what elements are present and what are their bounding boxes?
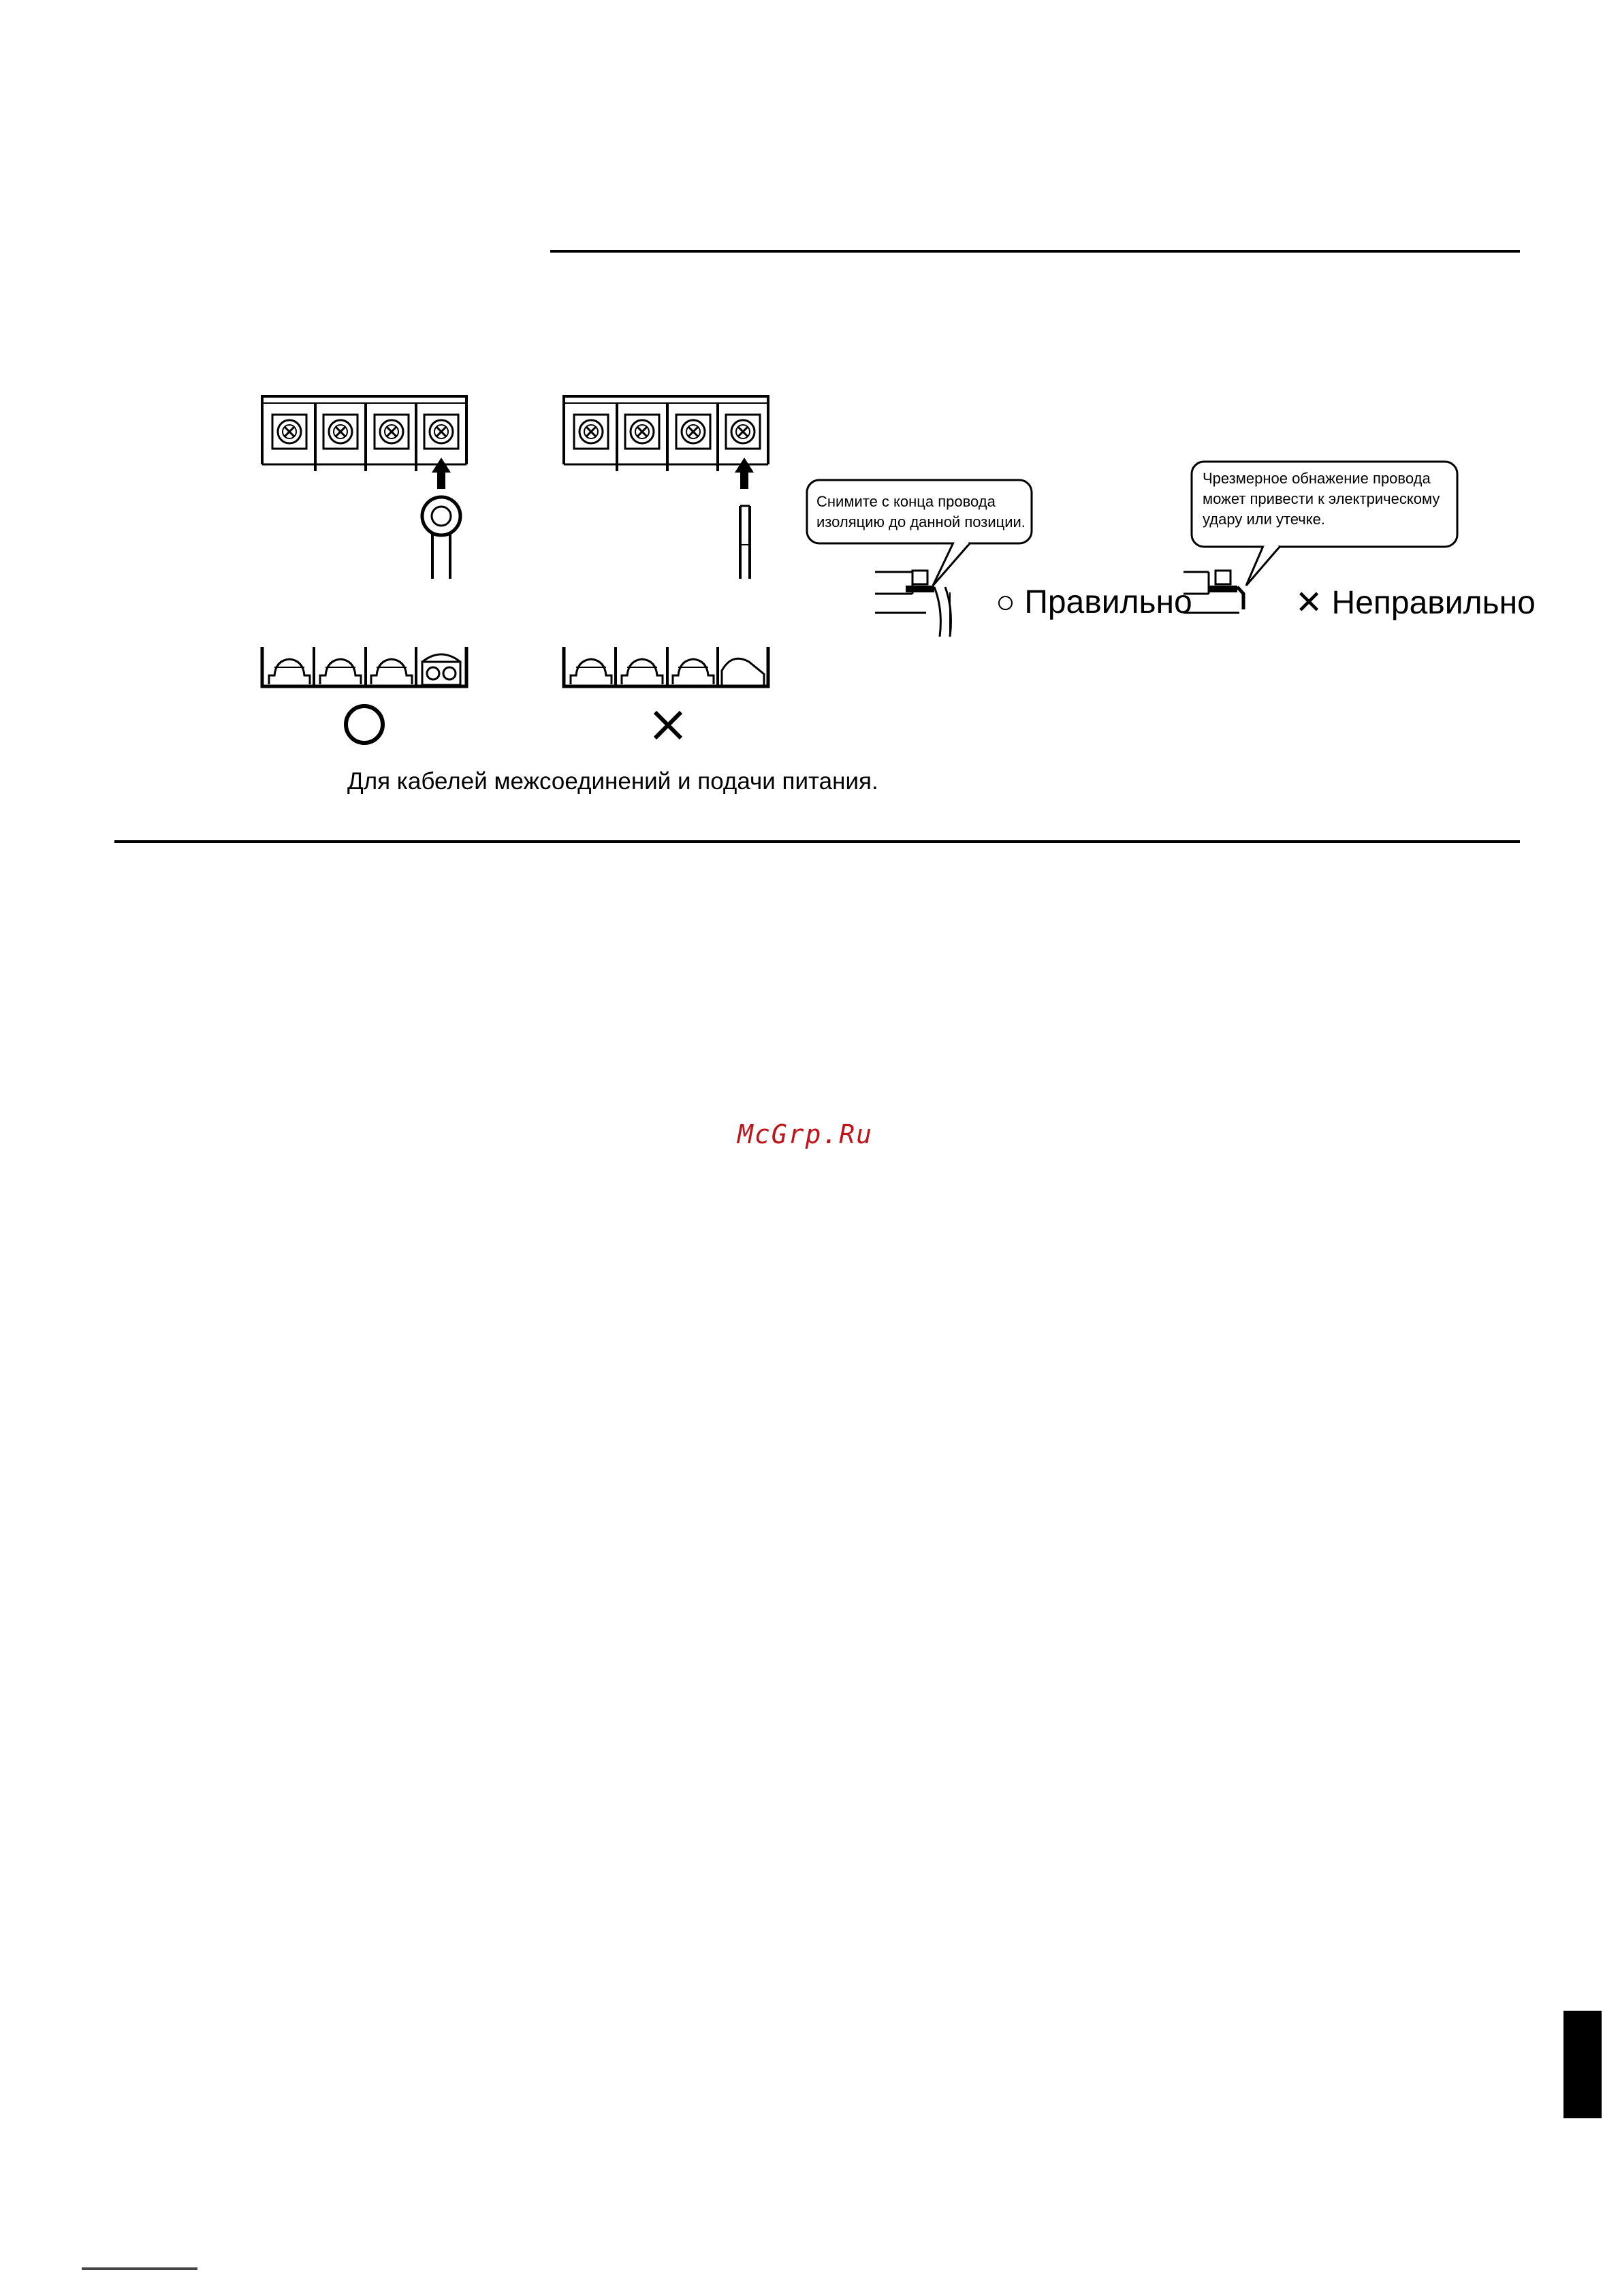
circle-ok-icon — [346, 706, 383, 743]
wrong-label: ✕ Неправильно — [1295, 585, 1536, 621]
ring-terminal-icon — [422, 497, 460, 579]
wire-strip-wrong-icon — [1184, 571, 1243, 613]
figure-caption: Для кабелей межсоединений и подачи питания. — [347, 768, 878, 795]
up-arrow-icon — [735, 458, 754, 489]
callout-strip-line-2: изоляцию до данной позиции. — [816, 513, 1026, 530]
up-arrow-icon — [432, 458, 451, 489]
page-tab-marker — [1563, 2011, 1602, 2118]
terminal-block-icon — [564, 396, 768, 471]
callout-overstrip-line-2: может привести к электрическому — [1203, 490, 1440, 507]
callout-strip-line-1: Снимите с конца провода — [816, 493, 996, 510]
terminal-block-side-icon — [564, 647, 768, 686]
bare-wire-icon — [740, 506, 750, 579]
correct-label: ○ Правильно — [996, 584, 1192, 620]
page-footer-mark — [82, 2267, 197, 2270]
cross-wrong-icon — [655, 712, 681, 738]
bottom-rule — [114, 840, 1520, 843]
wire-strip-correct-icon — [875, 571, 951, 637]
terminal-block-icon — [262, 396, 466, 471]
callout-overstrip-line-1: Чрезмерное обнажение провода — [1203, 470, 1431, 487]
terminal-block-side-icon — [262, 647, 466, 686]
callout-overstrip-line-3: удару или утечке. — [1203, 511, 1325, 528]
watermark: McGrp.Ru — [737, 1119, 874, 1149]
